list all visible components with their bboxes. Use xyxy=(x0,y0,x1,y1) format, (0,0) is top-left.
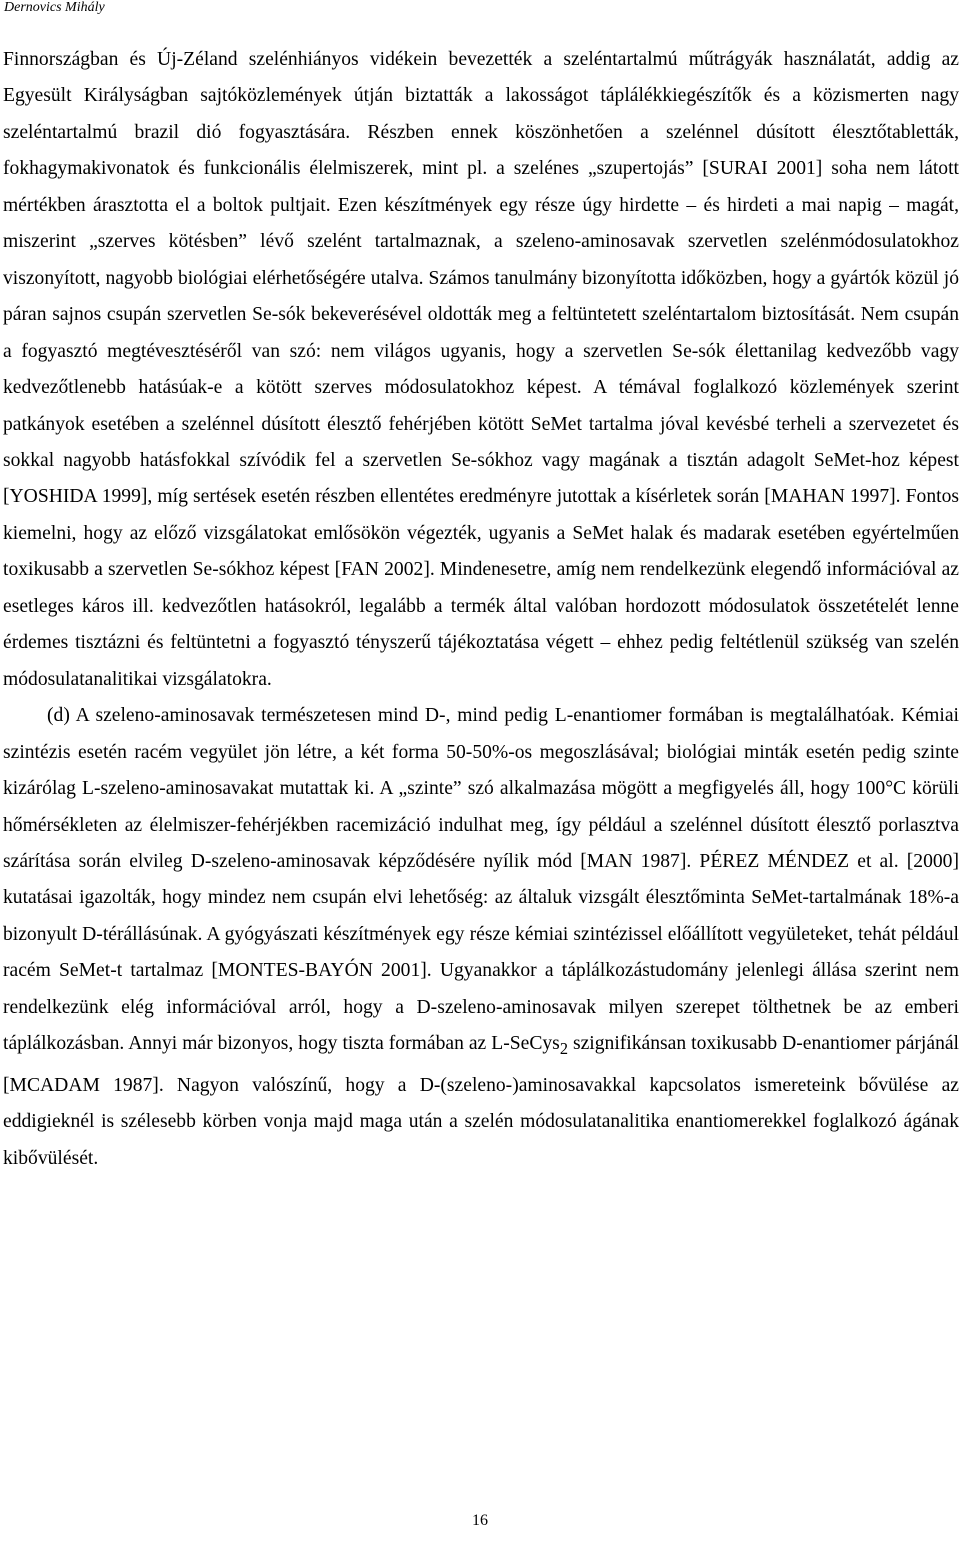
page-number: 16 xyxy=(472,1512,488,1529)
paragraph-1: Finnországban és Új-Zéland szelénhiányos vidékein bevezették a szeléntartalmú műtrágyák használatát, addig az Egyesült Királyságban sajtóközlemények útján biztatták a lakosságot táplálékkiegészítők és a közismerten nagy szeléntartalmú brazil dió fogyasztására. Részben ennek köszönhetően a szelénnel dúsított élesztőtabletták, fokhagymakivonatok és funkcionális élelmiszerek, mint pl. a szelénes „szupertojás” [SURAI 2001] soha nem látott mértékben árasztotta el a boltok pultjait. Ezen készítmények egy része úgy hirdette – és hirdeti a mai napig – magát, miszerint „szerves kötésben” lévő szelént tartalmaznak, a szeleno-aminosavak szervetlen szelénmódosulatokhoz viszonyított, nagyobb biológiai elérhetőségére utalva. Számos tanulmány bizonyította időközben, hogy a gyártók közül jó páran sajnos csupán szervetlen Se-sók bekeverésével oldották meg a feltüntetett szeléntartalom biztosítását. Nem csupán a fogyasztó megtévesztéséről van szó: nem világos ugyanis, hogy a szervetlen Se-sók élettanilag kedvezőbb vagy kedvezőtlenebb hatásúak-e a kötött szerves módosulatokhoz képest. A témával foglalkozó közlemények szerint patkányok esetében a szelénnel dúsított élesztő fehérjében kötött SeMet tartalma jóval kevésbé terheli a szervezetet és sokkal nagyobb hatásfokkal szívódik fel a szervetlen Se-sókhoz vagy magának a tisztán adagolt SeMet-hoz képest [YOSHIDA 1999], míg sertések esetén részben ellentétes eredményre jutottak a kísérletek során [MAHAN 1997]. Fontos kiemelni, hogy az előző vizsgálatokat emlősökön végezték, ugyanis a SeMet halak és madarak esetében egyértelműen toxikusabb a szervetlen Se-sókhoz képest [FAN 2002]. Mindenesetre, amíg nem rendelkezünk elegendő információval az esetleges káros ill. kedvezőtlen hatásokról, legalább a termék által valóban hordozott módosulatok összetételét lenne érdemes tisztázni és feltüntetni a fogyasztó tényszerű tájékoztatása végett – ehhez pedig feltétlenül szükség van szelén módosulatanalitikai vizsgálatokra. xyxy=(3,49,959,690)
paragraph-2-text-part-2: szignifikánsan toxikusabb D-enantiomer párjánál [MCADAM 1987]. Nagyon valószínű, hogy a D-(szeleno-)aminosavakkal kapcsolatos ismereteink bővülése az eddigieknél is szélesebb körben vonja majd maga után a szelén módosulatanalitika enantiomerekkel foglalkozó ágának kibővülését. xyxy=(3,1033,960,1169)
paragraph-2 xyxy=(3,698,959,1177)
paragraph-2-text-part-1: (d) A szeleno-aminosavak természetesen mind D-, mind pedig L-enantiomer formában is megtalálhatóak. Kémiai szintézis esetén racém vegyület jön létre, a két forma 50-50%-os megoszlásával; biológiai minták esetén pedig szinte kizárólag L-szeleno-aminosavakat mutattak ki. A „szinte” szó alkalmazása mögött a megfigyelés áll, hogy 100°C körüli hőmérsékleten az élelmiszer-fehérjékben racemizáció indulhat meg, így például a szelénnel dúsított élesztő porlasztva szárítása során elvileg D-szeleno-aminosavak képződésére nyílik mód [MAN 1987]. PÉREZ MÉNDEZ et al. [2000] kutatásai igazolták, hogy mindez nem csupán elvi lehetőség: az általuk vizsgált élesztőminta SeMet-tartalmának 18%-a bizonyult D-térállásúnak. A gyógyászati készítmények egy része kémiai szintézissel előállított vegyületeket, tehát például racém SeMet-t tartalmaz [MONTES-BAYÓN 2001]. Ugyanakkor a táplálkozástudomány jelenlegi állása szerint nem rendelkezünk elég információval arról, hogy a D-szeleno-aminosavak milyen szerepet tölthetnek be az emberi táplálkozásban. Annyi már bizonyos, hogy tiszta formában az L-SeCys xyxy=(3,705,959,1055)
main-text xyxy=(3,42,959,1177)
running-header-author: Dernovics Mihály xyxy=(4,0,105,15)
subscript-2: 2 xyxy=(559,1039,568,1059)
